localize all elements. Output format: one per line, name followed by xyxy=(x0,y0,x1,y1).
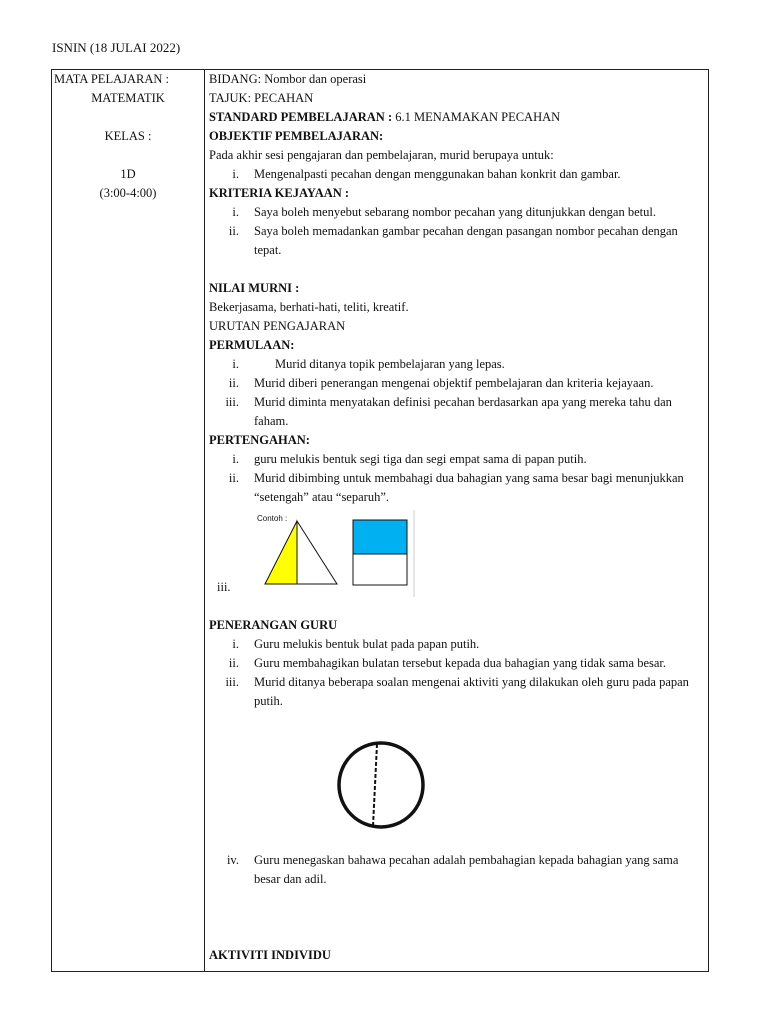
list-item xyxy=(209,355,704,374)
square-bottom-half xyxy=(353,554,407,585)
list-text: Guru membahagikan bulatan tersebut kepada dua bahagian yang tidak sama besar. xyxy=(254,656,667,670)
list-number: ii. xyxy=(228,471,239,485)
shapes-drawing xyxy=(209,507,469,597)
list-text: Guru melukis bentuk bulat pada papan putih. xyxy=(254,637,480,651)
aktiviti-heading: AKTIVITI INDIVIDU xyxy=(209,948,331,962)
list-item xyxy=(209,222,704,260)
circle-figure xyxy=(209,711,704,851)
figure-label: Contoh : xyxy=(257,514,288,523)
list-number: i. xyxy=(232,167,239,181)
class-label: KELAS : xyxy=(104,129,152,143)
list-number: iii. xyxy=(225,395,239,409)
list-text: Saya boleh memadankan gambar pecahan dengan pasangan nombor pecahan dengan tepat. xyxy=(254,224,678,257)
nilai-heading: NILAI MURNI : xyxy=(209,281,300,295)
list-item xyxy=(209,203,704,222)
nilai-text: Bekerjasama, berhati-hati, teliti, kreatif. xyxy=(209,300,409,314)
square-top-half xyxy=(353,520,407,554)
list-number: iii. xyxy=(225,675,239,689)
list-number: iv. xyxy=(226,853,239,867)
triangle-left-half xyxy=(265,521,297,584)
list-item xyxy=(209,450,704,469)
list-number: ii. xyxy=(228,376,239,390)
lesson-date: ISNIN (18 JULAI 2022) xyxy=(52,40,181,55)
standard-label: STANDARD PEMBELAJARAN : xyxy=(209,110,393,124)
lesson-plan-table xyxy=(51,69,709,972)
class-name: 1D xyxy=(120,167,136,181)
kriteria-heading: KRITERIA KEJAYAAN : xyxy=(209,186,350,200)
list-item xyxy=(209,851,704,889)
figure-number: iii. xyxy=(217,580,231,594)
standard xyxy=(209,108,704,127)
left-column xyxy=(52,70,204,203)
objektif-heading: OBJEKTIF PEMBELAJARAN: xyxy=(209,129,384,143)
list-item xyxy=(209,635,704,654)
list-number: i. xyxy=(232,637,239,651)
list-number: ii. xyxy=(228,224,239,238)
list-item xyxy=(209,673,704,711)
list-number: i. xyxy=(232,452,239,466)
list-text: Murid diberi penerangan mengenai objektif pembelajaran dan kriteria kejayaan. xyxy=(254,376,654,390)
pertengahan-heading: PERTENGAHAN: xyxy=(209,433,310,447)
list-number: ii. xyxy=(228,656,239,670)
list-text: Saya boleh menyebut sebarang nombor pecahan yang ditunjukkan dengan betul. xyxy=(254,205,656,219)
list-text: Murid ditanya topik pembelajaran yang lepas. xyxy=(275,357,505,371)
list-item xyxy=(209,165,704,184)
list-text: guru melukis bentuk segi tiga dan segi empat sama di papan putih. xyxy=(254,452,587,466)
list-text: Guru menegaskan bahawa pecahan adalah pembahagian kepada bahagian yang sama besar dan adil. xyxy=(254,853,679,886)
subject: MATEMATIK xyxy=(91,91,165,105)
standard-value: 6.1 MENAMAKAN PECAHAN xyxy=(392,110,561,124)
list-item xyxy=(209,469,704,507)
list-item xyxy=(209,393,704,431)
penerangan-heading: PENERANGAN GURU xyxy=(209,618,338,632)
permulaan-heading: PERMULAAN: xyxy=(209,338,295,352)
triangle-right-half xyxy=(297,521,337,584)
list-number: i. xyxy=(232,357,239,371)
list-text: Murid ditanya beberapa soalan mengenai aktiviti yang dilakukan oleh guru pada papan putih. xyxy=(254,675,689,708)
objektif-intro: Pada akhir sesi pengajaran dan pembelajaran, murid berupaya untuk: xyxy=(209,148,554,162)
right-column xyxy=(209,70,704,965)
list-item xyxy=(209,654,704,673)
bidang: BIDANG: Nombor dan operasi xyxy=(209,72,367,86)
list-item xyxy=(209,374,704,393)
shapes-figure xyxy=(209,507,704,597)
list-text: Mengenalpasti pecahan dengan menggunakan bahan konkrit dan gambar. xyxy=(254,167,621,181)
urutan-heading: URUTAN PENGAJARAN xyxy=(209,319,346,333)
list-text: Murid dibimbing untuk membahagi dua bahagian yang sama besar bagi menunjukkan “setengah” atau “separuh”. xyxy=(254,471,684,504)
circle-shape xyxy=(339,743,423,827)
tajuk: TAJUK: PECAHAN xyxy=(209,91,314,105)
subject-label: MATA PELAJARAN : xyxy=(54,72,169,86)
class-time: (3:00-4:00) xyxy=(99,186,157,200)
circle-divider-line xyxy=(373,744,377,826)
list-text: Murid diminta menyatakan definisi pecahan berdasarkan apa yang mereka tahu dan faham. xyxy=(254,395,672,428)
column-divider xyxy=(204,70,205,971)
circle-drawing xyxy=(209,711,704,851)
list-number: i. xyxy=(232,205,239,219)
